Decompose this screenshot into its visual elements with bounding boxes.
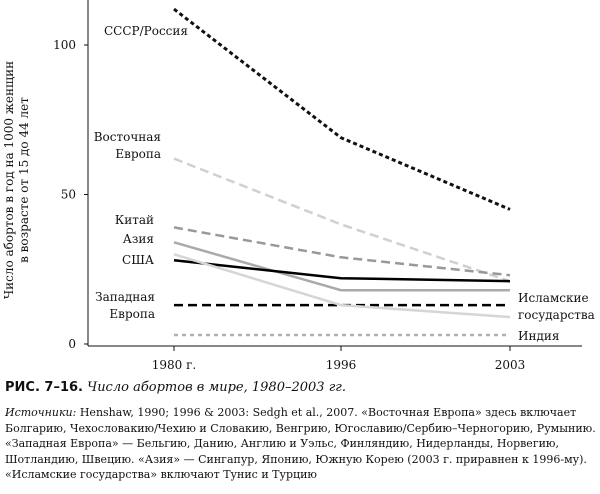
series-label-6: Исламские государства (518, 291, 595, 322)
x-tick-label: 2003 (494, 358, 526, 372)
figure-title: Число абортов в мире, 1980–2003 гг. (87, 380, 346, 395)
figure-caption (5, 380, 595, 395)
x-tick-label: 1996 (325, 358, 357, 372)
y-tick-label: 100 (53, 38, 76, 52)
series-line-1 (174, 159, 510, 282)
series-layer (174, 9, 510, 335)
series-label-7: Индия (518, 329, 560, 343)
sources-text: Henshaw, 1990; 1996 & 2003: Sedgh et al., 2007. «Восточная Европа» здесь включает Болгарию, Чехословакию/Чехию и Словакию, Венгрию, Югославию/Сербию–Черногорию, Румынию. «Западная Европа» — Бельгию, Данию, Англию и Уэльс, Финляндию, Нидерланды, Норвегию, Шотландию, Швецию. «Азия» — Сингапур, Японию, Южную Корею (2003 г. приравнен к 1996-му). «Исламские государства» включают Тунис и Турцию (5, 406, 596, 481)
series-label-5: Западная Европа (95, 290, 155, 321)
series-line-6 (174, 254, 510, 317)
series-label-0: СССР/Россия (104, 24, 188, 38)
series-line-0 (174, 9, 510, 209)
series-label-4: США (122, 253, 154, 267)
y-axis-label: Число абортов в год на 1000 женщинв возрасте от 15 до 44 лет (2, 60, 31, 300)
x-tick-label: 1980 г. (151, 358, 197, 372)
series-labels (94, 24, 595, 343)
y-tick-label: 50 (60, 187, 76, 202)
sources-note (5, 405, 597, 483)
series-label-3: Азия (122, 232, 154, 246)
figure-number: РИС. 7–16. (5, 380, 83, 395)
series-label-2: Китай (114, 213, 154, 227)
y-tick-label: 0 (68, 337, 76, 351)
series-label-1: Восточная Европа (93, 130, 161, 161)
sources-label: Источники: (5, 406, 77, 419)
series-line-2 (174, 227, 510, 275)
